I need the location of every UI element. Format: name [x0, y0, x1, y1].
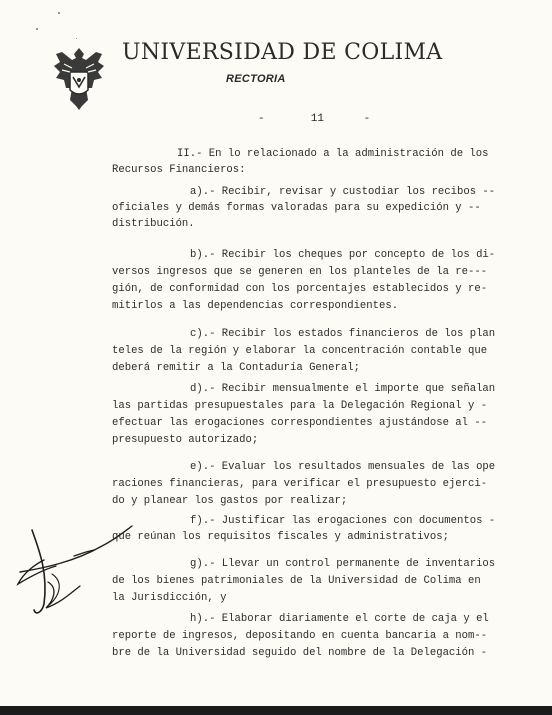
text-line: presupuesto autorizado;: [112, 434, 259, 446]
text-line: versos ingresos que se generen en los planteles de la re---: [112, 266, 488, 278]
text-line: las partidas presupuestales para la Delegación Regional y -: [112, 400, 488, 412]
institution-title: UNIVERSIDAD DE COLIMA: [122, 40, 443, 65]
text-line: bre de la Universidad seguido del nombre de la Delegación -: [112, 647, 488, 659]
text-line: f).- Justificar las erogaciones con documentos -: [190, 515, 496, 527]
text-line: deberá remitir a la Contaduría General;: [112, 362, 360, 374]
text-line: distribución.: [112, 218, 195, 230]
text-line: b).- Recibir los cheques por concepto de los di-: [190, 249, 496, 261]
text-line: reporte de ingresos, depositando en cuenta bancaria a nom--: [112, 630, 488, 642]
text-line: efectuar las erogaciones correspondientes ajustándose al --: [112, 417, 488, 429]
department-subtitle: RECTORIA: [226, 73, 286, 85]
text-line: II.- En lo relacionado a la administración de los: [177, 148, 489, 160]
text-line: h).- Elaborar diariamente el corte de caja y el: [190, 613, 489, 625]
text-line: a).- Recibir, revisar y custodiar los recibos --: [190, 186, 496, 198]
text-line: Recursos Financieros:: [112, 164, 246, 176]
handwritten-signature: [14, 512, 134, 622]
text-line: raciones financieras, para verificar el presupuesto ejerci-: [112, 478, 488, 490]
text-line: c).- Recibir los estados financieros de los plan: [190, 328, 496, 340]
text-line: que reúnan los requisitos fiscales y administrativos;: [112, 531, 449, 543]
text-line: e).- Evaluar los resultados mensuales de las ope: [190, 461, 496, 473]
text-line: do y planear los gastos por realizar;: [112, 495, 348, 507]
text-line: mitirlos a las dependencias correspondientes.: [112, 300, 399, 312]
text-line: de los bienes patrimoniales de la Universidad de Colima en: [112, 575, 481, 587]
scan-bottom-edge: [0, 706, 552, 715]
text-line: d).- Recibir mensualmente el importe que señalan: [190, 383, 496, 395]
page-number: - 11 -: [258, 113, 371, 125]
text-line: la Jurisdicción, y: [112, 592, 227, 604]
text-line: teles de la región y elaborar la concentración contable que: [112, 345, 488, 357]
text-line: oficiales y demás formas valoradas para su expedición y --: [112, 202, 481, 214]
text-line: gión, de conformidad con los porcentajes establecidos y re-: [112, 283, 488, 295]
text-line: g).- Llevar un control permanente de inventarios: [190, 558, 496, 570]
